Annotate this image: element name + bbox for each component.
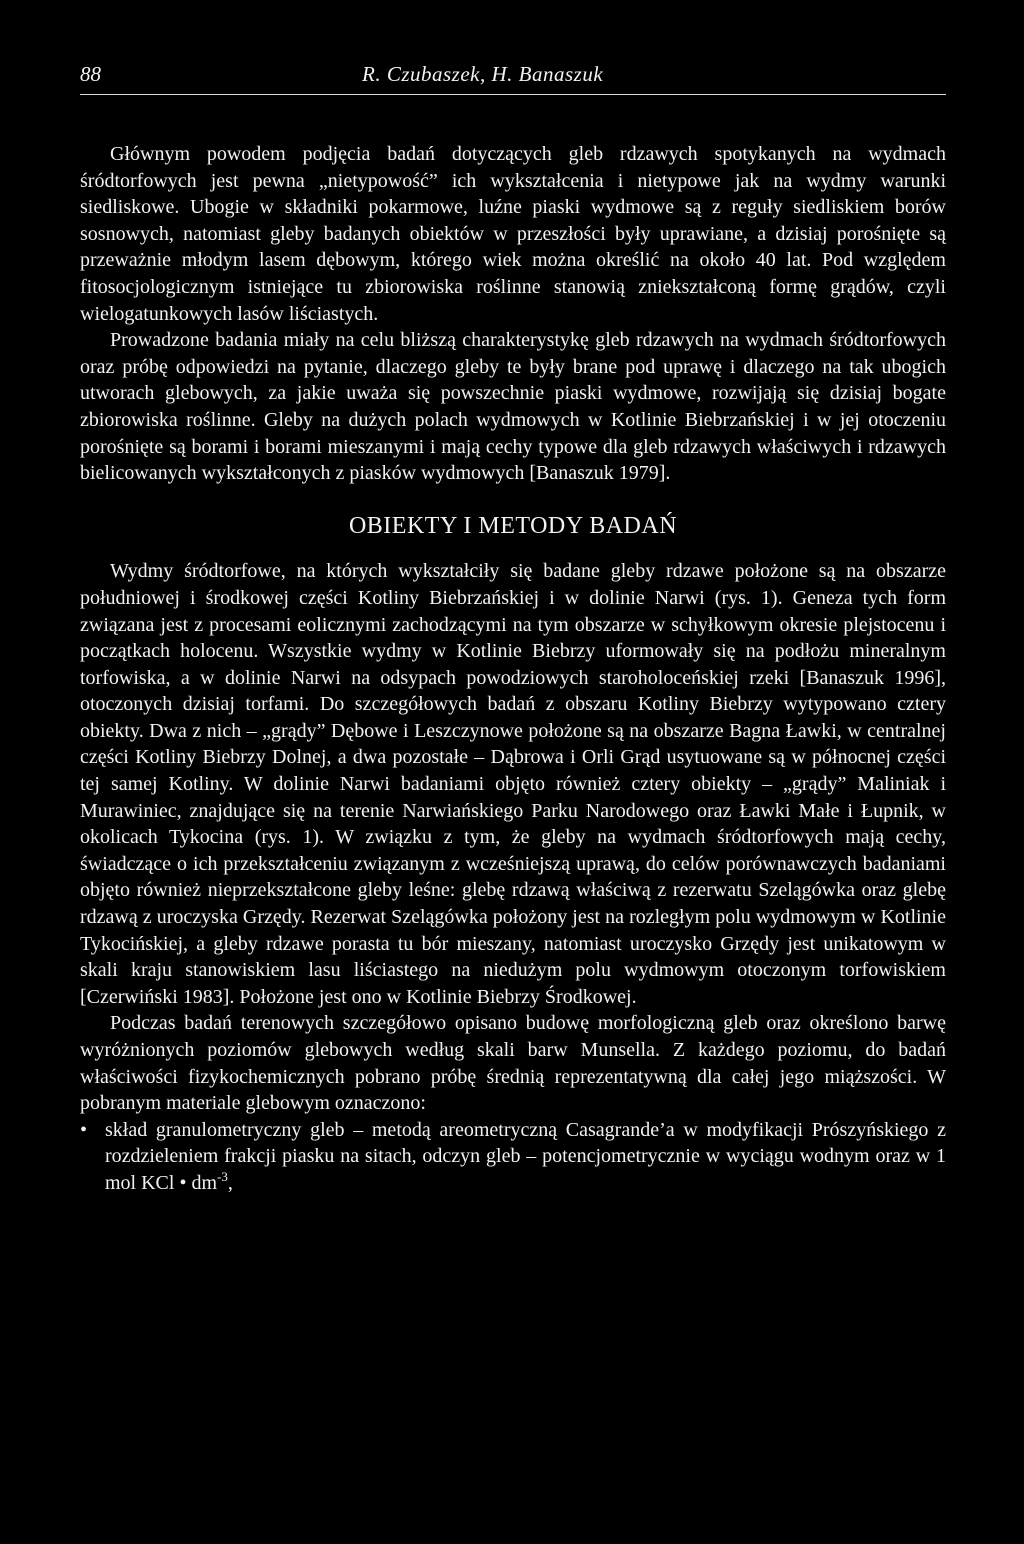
running-head <box>80 58 946 95</box>
paragraph-methods: Podczas badań terenowych szczegółowo opisano budowę morfologiczną gleb oraz określono barwę wyróżnionych poziomów glebowych według skali barw Munsella. Z każdego poziomu, do badań właściwości fizykochemicznych pobrano próbę średnią reprezentatywną dla całej jego miąższości. W pobranym materiale glebowym oznaczono: <box>80 1012 946 1115</box>
methods-bullet-list <box>80 1117 946 1197</box>
paragraph-study-sites: Wydmy śródtorfowe, na których wykształciły się badane gleby rdzawe położone są na obszarze południowej i środkowej części Kotliny Biebrzańskiej i w dolinie Narwi (rys. 1). Geneza tych form związana jest z procesami eolicznymi zachodzącymi na tym obszarze w schyłkowym okresie plejstocenu i początkach holocenu. Wszystkie wydmy w Kotlinie Biebrzy uformowały się na podłożu mineralnym torfowiska, a w dolinie Narwi na odsypach powodziowych staroholoceńskiej rzeki [Banaszuk 1996], otoczonych dzisiaj torfami. Do szczegółowych badań z obszaru Kotliny Biebrzy wytypowano cztery obiekty. Dwa z nich – „grądy” Dębowe i Leszczynowe położone są na obszarze Bagna Ławki, w centralnej części Kotliny Biebrzy Dolnej, a dwa pozostałe – Dąbrowa i Orli Grąd usytuowane są w północnej części tej samej Kotliny. W dolinie Narwi badaniami objęto również cztery obiekty – „grądy” Maliniak i Murawiniec, znajdujące się na terenie Narwiańskiego Parku Narodowego oraz Ławki Małe i Łupnik, w okolicach Tykocina (rys. 1). W związku z tym, że gleby na wydmach śródtorfowych mają cechy, świadczące o ich przekształceniu związanym z wcześniejszą uprawą, do celów porównawczych badaniami objęto również nieprzekształcone gleby leśne: glebę rdzawą właściwą z rezerwatu Szelągówka oraz glebę rdzawą z uroczyska Grzędy. Rezerwat Szelągówka położony jest na rozległym polu wydmowym w Kotlinie Tykocińskiej, a gleby rdzawe porasta tu bór mieszany, natomiast uroczysko Grzędy jest unikatowym w skali kraju stanowiskiem lasu liściastego na niedużym polu wydmowym otoczonym torfowiskiem [Czerwiński 1983]. Położone jest ono w Kotlinie Biebrzy Środkowej. <box>80 560 946 1008</box>
running-head-authors: R. Czubaszek, H. Banaszuk <box>362 62 604 86</box>
bullet-text: skład granulometryczny gleb – metodą areometryczną Casagrande’a w modyfikacji Prószyńskiego z rozdzieleniem frakcji piasku na sitach, odczyn gleb – potencjometrycznie w wyciągu wodnym oraz w 1 mol KCl • dm <box>105 1118 946 1194</box>
page-number: 88 <box>80 62 101 86</box>
page <box>80 58 946 1197</box>
superscript: -3 <box>217 1168 228 1184</box>
bullet-tail: , <box>227 1171 233 1194</box>
paragraph-aims: Prowadzone badania miały na celu bliższą charakterystykę gleb rdzawych na wydmach śródtorfowych oraz próbę odpowiedzi na pytanie, dlaczego gleby te były brane pod uprawę i dlaczego na tak ubogich utworach glebowych, za jakie uważa się powszechnie piaski wydmowe, rozwijają się dzisiaj bogate zbiorowiska roślinne. Gleby na dużych polach wydmowych w Kotlinie Biebrzańskiej i w jej otoczeniu porośnięte są borami i borami mieszanymi i mają cechy typowe dla gleb rdzawych właściwych i rdzawych bielicowanych wykształconych z piasków wydmowych [Banaszuk 1979]. <box>80 329 946 485</box>
bullet-item <box>80 1117 946 1197</box>
body-text <box>80 141 946 1197</box>
section-heading: OBIEKTY I METODY BADAŃ <box>348 512 678 539</box>
bullet-icon: • <box>80 1118 88 1141</box>
paragraph-intro: Głównym powodem podjęcia badań dotyczących gleb rdzawych spotykanych na wydmach śródtorfowych jest pewna „nietypowość” ich wykształcenia i nietypowe jak na wydmy warunki siedliskowe. Ubogie w składniki pokarmowe, luźne piaski wydmowe są z reguły siedliskiem borów sosnowych, natomiast gleby badanych obiektów w przeszłości były uprawiane, a dzisiaj porośnięte są przeważnie młodym lasem dębowym, którego wiek można określić na około 40 lat. Pod względem fitosocjologicznym istniejące tu zbiorowiska roślinne stanowią zniekształconą formę grądów, czyli wielogatunkowych lasów liściastych. <box>80 143 946 325</box>
